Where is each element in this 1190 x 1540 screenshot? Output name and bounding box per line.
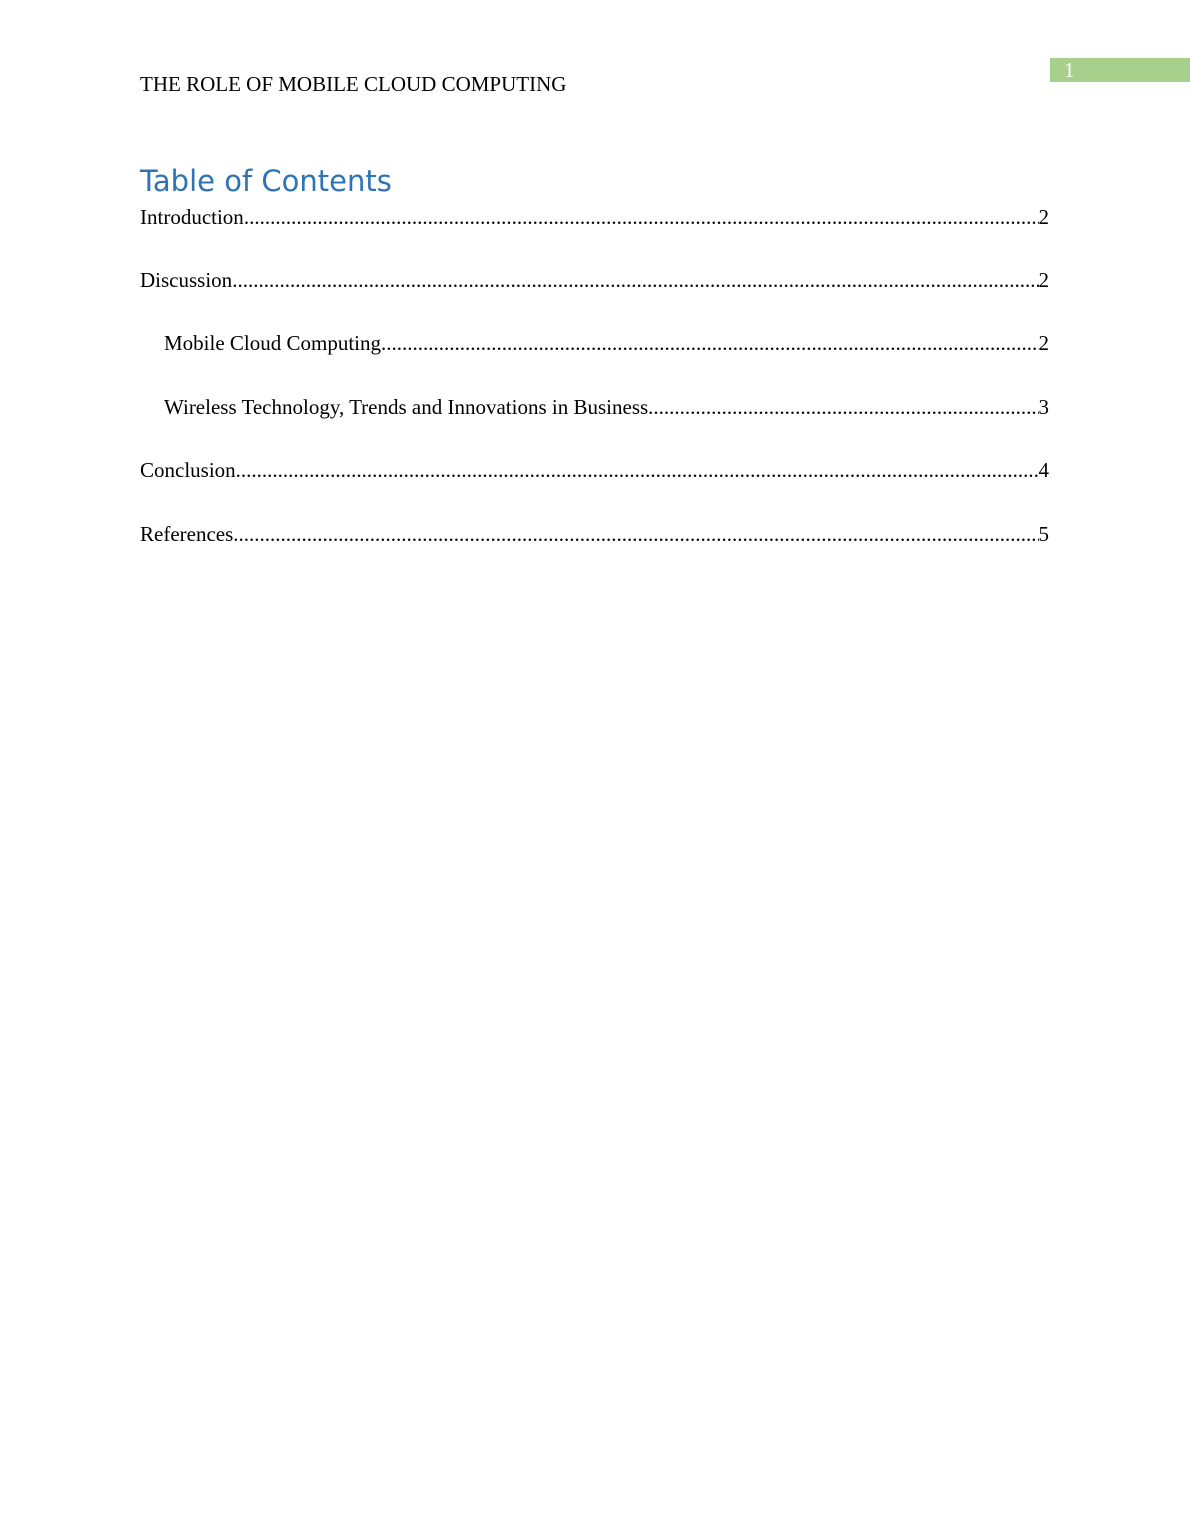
- toc-entry-introduction[interactable]: [140, 203, 1049, 231]
- toc-dot-leader: [233, 520, 1038, 548]
- toc-dot-leader: [381, 329, 1038, 357]
- page-number: 1: [1064, 58, 1075, 82]
- toc-entry-page: 2: [1038, 205, 1049, 229]
- toc-entry-label: Wireless Technology, Trends and Innovations in Business: [164, 395, 649, 419]
- toc-entry-label: Introduction: [140, 205, 244, 229]
- toc-entry-page: 3: [1038, 395, 1049, 419]
- toc-entry-page: 2: [1038, 331, 1049, 355]
- toc-entry-references[interactable]: [140, 520, 1049, 548]
- toc-entry-label: Discussion: [140, 268, 233, 292]
- toc-entry-page: 4: [1038, 458, 1049, 482]
- page-number-box: [1050, 58, 1190, 82]
- toc-dot-leader: [648, 393, 1038, 421]
- toc-entry-wireless-technology[interactable]: [164, 393, 1049, 421]
- toc-entry-mobile-cloud-computing[interactable]: [164, 329, 1049, 357]
- toc-dot-leader: [232, 266, 1038, 294]
- toc-entry-label: Conclusion: [140, 458, 236, 482]
- toc-entry-label: References: [140, 522, 234, 546]
- toc-entry-page: 5: [1038, 522, 1049, 546]
- toc-heading: Table of Contents: [140, 164, 392, 198]
- toc-dot-leader: [244, 203, 1039, 231]
- toc-entry-discussion[interactable]: [140, 266, 1049, 294]
- running-header-title: THE ROLE OF MOBILE CLOUD COMPUTING: [140, 72, 567, 96]
- toc-entry-page: 2: [1038, 268, 1049, 292]
- toc-entry-conclusion[interactable]: [140, 456, 1049, 484]
- toc-entry-label: Mobile Cloud Computing: [164, 331, 382, 355]
- toc-dot-leader: [236, 456, 1039, 484]
